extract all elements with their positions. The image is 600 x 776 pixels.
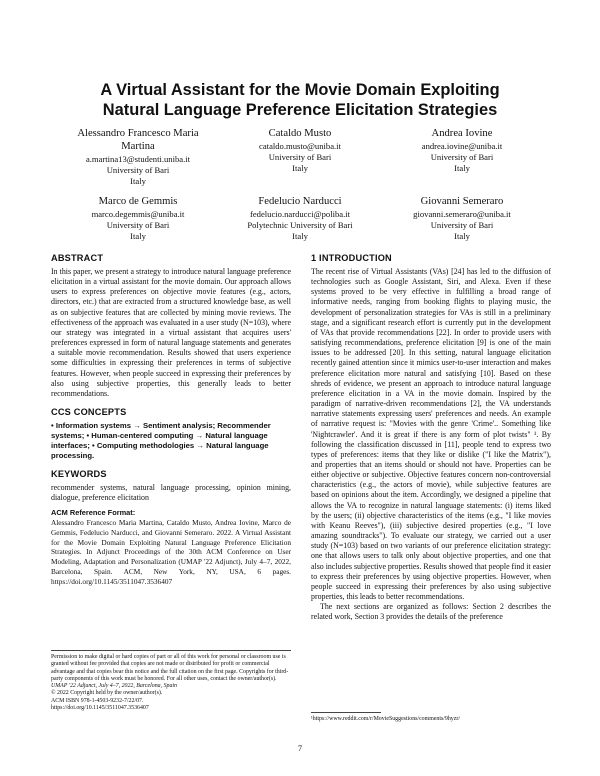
author-country: Italy (130, 176, 146, 186)
author-affiliation: University of Bari (430, 220, 494, 230)
doi-line: https://doi.org/10.1145/3511047.3536407 (51, 705, 149, 712)
venue-line: UMAP '22 Adjunct, July 4–7, 2022, Barcelona, Spain (51, 683, 177, 690)
author-email: a.martina13@studenti.uniba.it (85, 153, 191, 164)
author-email: andrea.iovine@uniba.it (421, 140, 503, 151)
author-country: Italy (130, 231, 146, 242)
permission-text: Permission to make digital or hard copies of part or all of this work for personal or classroom use is granted without fee provided that copies are not made or distributed for profit or commercial advantage and that copies bear this notice and the full citation on the first page. Copyrights for third-party components of this work must be honored. For all other uses, contact the owner/author(s). (51, 654, 289, 682)
author-name: Alessandro Francesco Maria (77, 128, 199, 139)
intro-paragraph-1: The recent rise of Virtual Assistants (VAs) [24] has led to the diffusion of technologies such as Google Assistant, Siri, and Alexa. Even if these systems proved to be very effective in fulfilling a broad range of informative needs, ranging from booking flights to playing music, the development of personalization strategies for VAs is still in a preliminary stage, and a significant research effort is currently put in the development of VAs that provide recommendations [22]. In order to provide users with satisfying recommendations, preference elicitation [9] is one of the main issues to be addressed [20]. In this setting, natural language elicitation recently gained attention since it mimics user-to-user interaction and makes preference elicitation more natural and satisfying [10]. Based on these shreds of evidence, we present an approach to introduce natural language preference elicitation in a VA in the movie domain. Inspired by the paradigm of narrative-driven recommendations [2], the VA understands narrative statements expressing users' preferences and needs. An example of narrative request is: "Movies with the genre 'Crime'.. Something like 'Nightcrawler'. And it is great if there is any form of plot twists" ¹. By following the classification discussed in [11], people tend to express two types of preferences: items that they like or dislike ("I like the Matrix"), and properties that an items should or should not have. Properties can be either objective or subjective. Objective features concern non-controversial characteristics (e.g., the actors of movie), while subjective features are based on opinions about the item. Accordingly, we designed a pipeline that allows the VA to recognize in natural language statements: (i) items liked by the users; (ii) objective characteristics of the items (e.g., "I like movies with Keanu Reeves"), (iii) subjective desired properties (e.g., "I love amazing soundtracks"). To evaluate our strategy, we carried out a user study (N=103) based on two variants of our preference elicitation strategy: one that allows users to talk only about objective properties, and one that also includes subjective properties. Results showed that people find it easier to express their preferences by using objective properties. However, when people succeed in expressing their preferences by also using subjective properties, this leads to better recommendations. (311, 267, 551, 601)
author-email: marco.degemmis@uniba.it (91, 208, 185, 219)
author-country: Italy (454, 231, 470, 242)
permission-divider (51, 650, 291, 651)
ccs-concepts: • Information systems → Sentiment analysis; Recommender systems; • Human-centered computing → Natural language interfaces; • Computing methodologies → Natural language processing. (51, 421, 271, 461)
author-email: cataldo.musto@uniba.it (259, 140, 341, 151)
author-country: Italy (292, 163, 308, 174)
abstract-text: In this paper, we present a strategy to introduce natural language preference elicitation in a virtual assistant for the movie domain. Our approach allows users to express preferences on objective movie features (e.g., actors, directors, etc.) that are extracted from a structured knowledge base, as well as on subjective features that are collected by mining movie reviews. The effectiveness of the approach was evaluated in a user study (N=103), where our strategy was integrated in a virtual assistant that acquires users' preferences expressed in form of natural language statements and generates a suitable movie recommendation. Results showed that users experience some difficulties in expressing their preferences in terms of subjective features. However, when people succeed in expressing their preferences by also using subjective properties, this generally leads to better recommendations. (51, 267, 291, 398)
permission-block (51, 650, 291, 712)
title-line-1: A Virtual Assistant for the Movie Domain Exploiting (100, 81, 500, 99)
isbn-line: ACM ISBN 978-1-4503-9232-7/22/07. (51, 697, 144, 704)
author-affiliation: Polytechnic University of Bari (247, 220, 353, 230)
author-name: Giovanni Semeraro (420, 196, 504, 207)
author-email: fedelucio.narducci@poliba.it (249, 208, 351, 219)
author-block (362, 128, 562, 174)
paper-title (40, 80, 560, 120)
page-number: 7 (297, 744, 303, 753)
footnote-divider (311, 712, 381, 713)
author-country: Italy (454, 163, 470, 174)
author-country: Italy (292, 231, 308, 242)
author-name: Cataldo Musto (268, 128, 332, 139)
author-affiliation: University of Bari (430, 152, 494, 162)
acm-reference-text: Alessandro Francesco Maria Martina, Cataldo Musto, Andrea Iovine, Marco de Gemmis, Fedelucio Narducci, and Giovanni Semeraro. 2022. A Virtual Assistant for the Movie Domain Exploiting Natural Language Preference Elicitation Strategies. In Adjunct Proceedings of the 30th ACM Conference on User Modeling, Adaptation and Personalization (UMAP '22 Adjunct), July 4–7, 2022, Barcelona, Spain. ACM, New York, NY, USA, 6 pages. https://doi.org/10.1145/3511047.3536407 (51, 518, 291, 586)
keywords-text: recommender systems, natural language processing, opinion mining, dialogue, preference elicitation (51, 483, 291, 503)
author-block (362, 196, 562, 242)
keywords-heading: KEYWORDS (51, 469, 107, 480)
copyright-line: © 2022 Copyright held by the owner/author(s). (51, 690, 163, 697)
author-name: Andrea Iovine (431, 128, 493, 139)
author-email: giovanni.semeraro@uniba.it (413, 208, 511, 219)
acm-reference-heading: ACM Reference Format: (51, 508, 136, 518)
left-column (51, 252, 291, 586)
author-name: Marco de Gemmis (98, 196, 178, 207)
footnote-text: ¹https://www.reddit.com/r/MovieSuggestions/comments/9hyzr/ (311, 716, 460, 722)
title-line-2: Natural Language Preference Elicitation Strategies (102, 101, 498, 119)
footnote-block (311, 712, 551, 723)
abstract-heading: ABSTRACT (51, 253, 104, 263)
author-affiliation: University of Bari (106, 164, 170, 175)
author-name-cont: Martina (121, 140, 155, 152)
intro-paragraph-2: The next sections are organized as follows: Section 2 describes the related work, Section 3 provides the details of the preference (311, 602, 551, 622)
author-affiliation: University of Bari (106, 220, 170, 230)
author-name: Fedelucio Narducci (258, 196, 342, 207)
ccs-heading: CCS CONCEPTS (51, 407, 127, 418)
right-column (311, 252, 551, 622)
intro-heading: 1 INTRODUCTION (311, 253, 392, 263)
author-affiliation: University of Bari (268, 152, 332, 162)
